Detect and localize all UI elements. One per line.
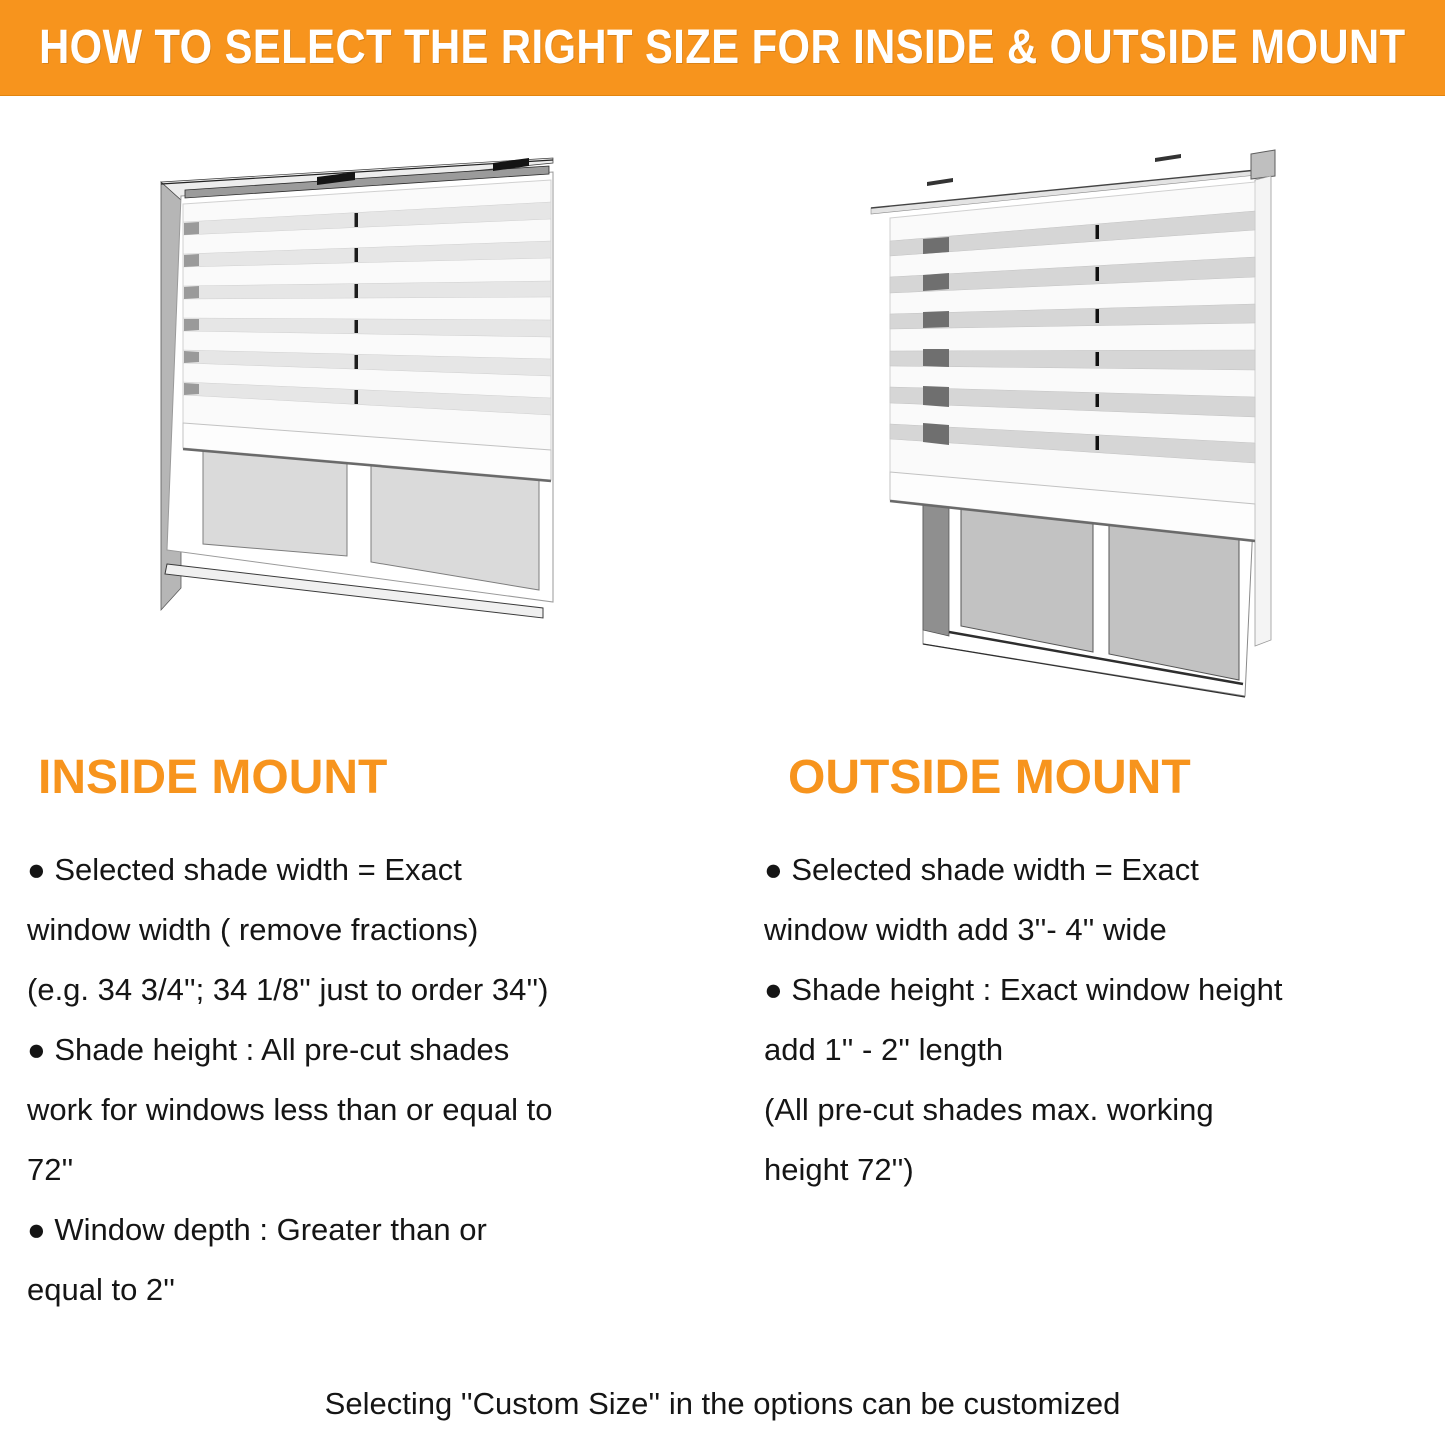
inside-mount-illustration bbox=[150, 140, 562, 640]
header-banner bbox=[0, 0, 1445, 96]
custom-size-note: Selecting ''Custom Size'' in the options can be customized bbox=[324, 1386, 1121, 1421]
instruction-line: window width add 3''- 4'' wide bbox=[764, 912, 1167, 947]
inside-mount-window-graphic bbox=[150, 140, 562, 640]
inside-mount-instructions bbox=[27, 840, 727, 1320]
instruction-line: ● Shade height : Exact window height bbox=[764, 972, 1283, 1007]
instruction-line: ● Shade height : All pre-cut shades bbox=[27, 1032, 510, 1067]
window-right-edge bbox=[1255, 176, 1271, 646]
instruction-line: (All pre-cut shades max. working bbox=[764, 1092, 1214, 1127]
outside-mount-instructions bbox=[764, 840, 1444, 1200]
instruction-line: height 72'') bbox=[764, 1152, 914, 1187]
banner-title: HOW TO SELECT THE RIGHT SIZE FOR INSIDE & OUTSIDE MOUNT bbox=[39, 21, 1406, 74]
zebra-shade bbox=[890, 182, 1255, 541]
glass-pane-left bbox=[961, 504, 1093, 652]
instruction-line: ● Window depth : Greater than or bbox=[27, 1212, 487, 1247]
outside-mount-window-graphic bbox=[856, 140, 1288, 720]
wall-bracket-mark-left bbox=[927, 178, 953, 186]
instruction-line: (e.g. 34 3/4''; 34 1/8'' just to order 34'') bbox=[27, 972, 549, 1007]
wall-bracket-mark-right bbox=[1155, 154, 1181, 162]
inside-mount-heading: INSIDE MOUNT bbox=[38, 751, 388, 804]
instruction-line: add 1'' - 2'' length bbox=[764, 1032, 1004, 1067]
window-left-jamb bbox=[923, 488, 949, 636]
zebra-shade bbox=[183, 180, 551, 481]
instruction-line: work for windows less than or equal to bbox=[27, 1092, 553, 1127]
outside-mount-heading: OUTSIDE MOUNT bbox=[788, 751, 1191, 804]
instruction-line: window width ( remove fractions) bbox=[27, 912, 479, 947]
instruction-line: ● Selected shade width = Exact bbox=[27, 852, 462, 887]
instruction-line: 72'' bbox=[27, 1152, 74, 1187]
outside-mount-illustration bbox=[856, 140, 1288, 720]
instruction-line: ● Selected shade width = Exact bbox=[764, 852, 1199, 887]
instruction-line: equal to 2'' bbox=[27, 1272, 176, 1307]
mounting-bracket-box bbox=[1251, 150, 1275, 179]
glass-pane-right bbox=[1109, 522, 1239, 680]
